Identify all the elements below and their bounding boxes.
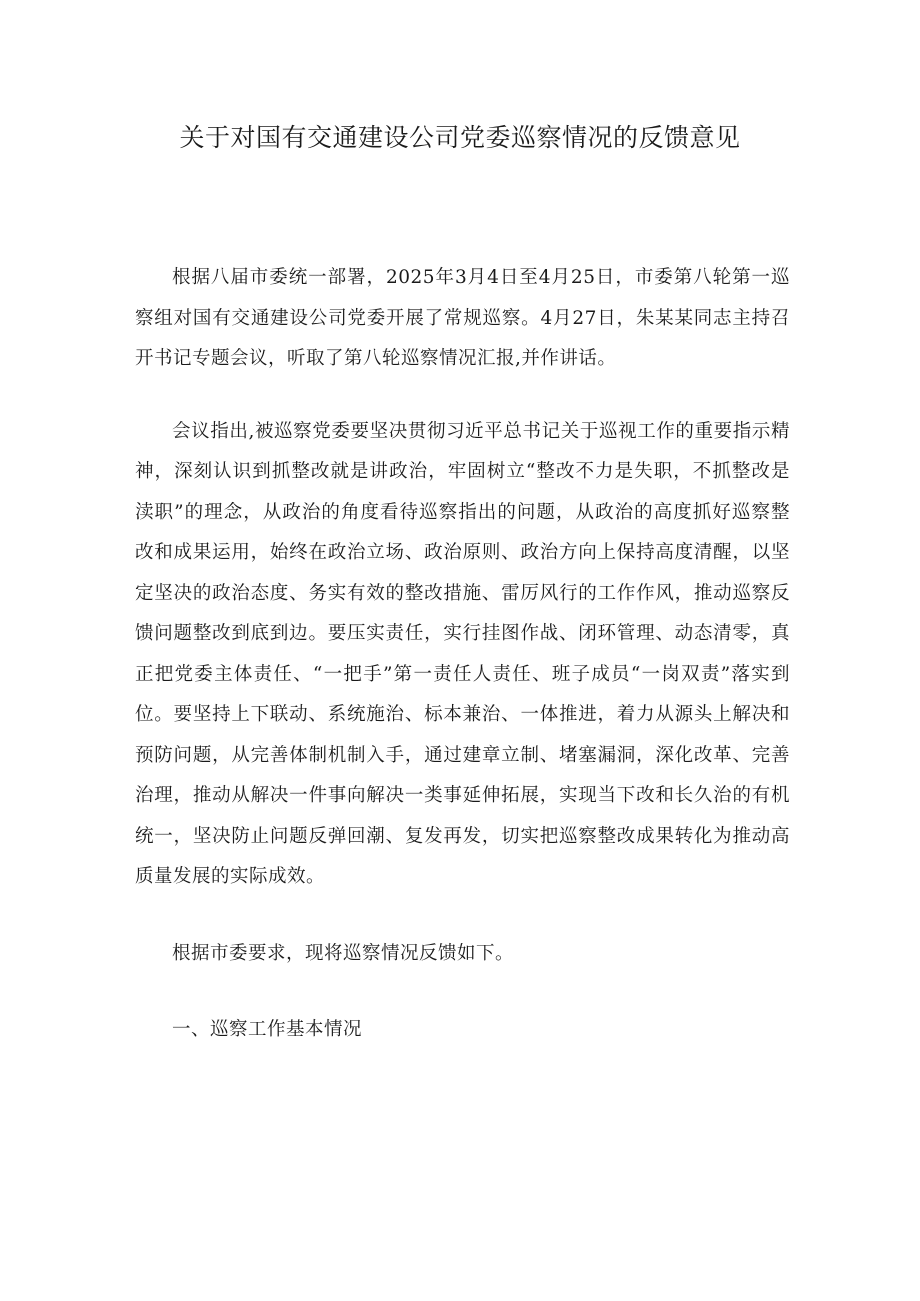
- paragraph-feedback-lead: 根据市委要求，现将巡察情况反馈如下。: [172, 942, 515, 964]
- paragraph-meeting-remarks: 会议指出,被巡察党委要坚决贯彻习近平总书记关于巡视工作的重要指示精神，深刻认识到抓整改就是讲政治，牢固树立“整改不力是失职，不抓整改是渎职”的理念，从政治的角度看待巡察指出的问题，从政治的高度抓好巡察整改和成果运用，始终在政治立场、政治原则、政治方向上保持高度清醒，以坚定坚决的政治态度、务实有效的整改措施、雷厉风行的工作作风，推动巡察反馈问题整改到底到边。要压实责任，实行挂图作战、闭环管理、动态清零，真正把党委主体责任、“一把手”第一责任人责任、班子成员“一岗双责”落实到位。要坚持上下联动、系统施治、标本兼治、一体推进，着力从源头上解决和预防问题，从完善体制机制入手，通过建章立制、堵塞漏洞，深化改革、完善治理，推动从解决一件事向解决一类事延伸拓展，实现当下改和长久治的有机统一，坚决防止问题反弹回潮、复发再发，切实把巡察整改成果转化为推动高质量发展的实际成效。: [135, 420, 790, 887]
- document-title: 关于对国有交通建设公司党委巡察情况的反馈意见: [179, 123, 741, 152]
- document-body: [135, 258, 790, 1051]
- paragraph-intro: 根据八届市委统一部署，2025年3月4日至4月25日，市委第八轮第一巡察组对国有交通建设公司党委开展了常规巡察。4月27日，朱某某同志主持召开书记专题会议，听取了第八轮巡察情况汇报,并作讲话。: [135, 267, 790, 369]
- section-heading-1: 一、巡察工作基本情况: [172, 1019, 363, 1040]
